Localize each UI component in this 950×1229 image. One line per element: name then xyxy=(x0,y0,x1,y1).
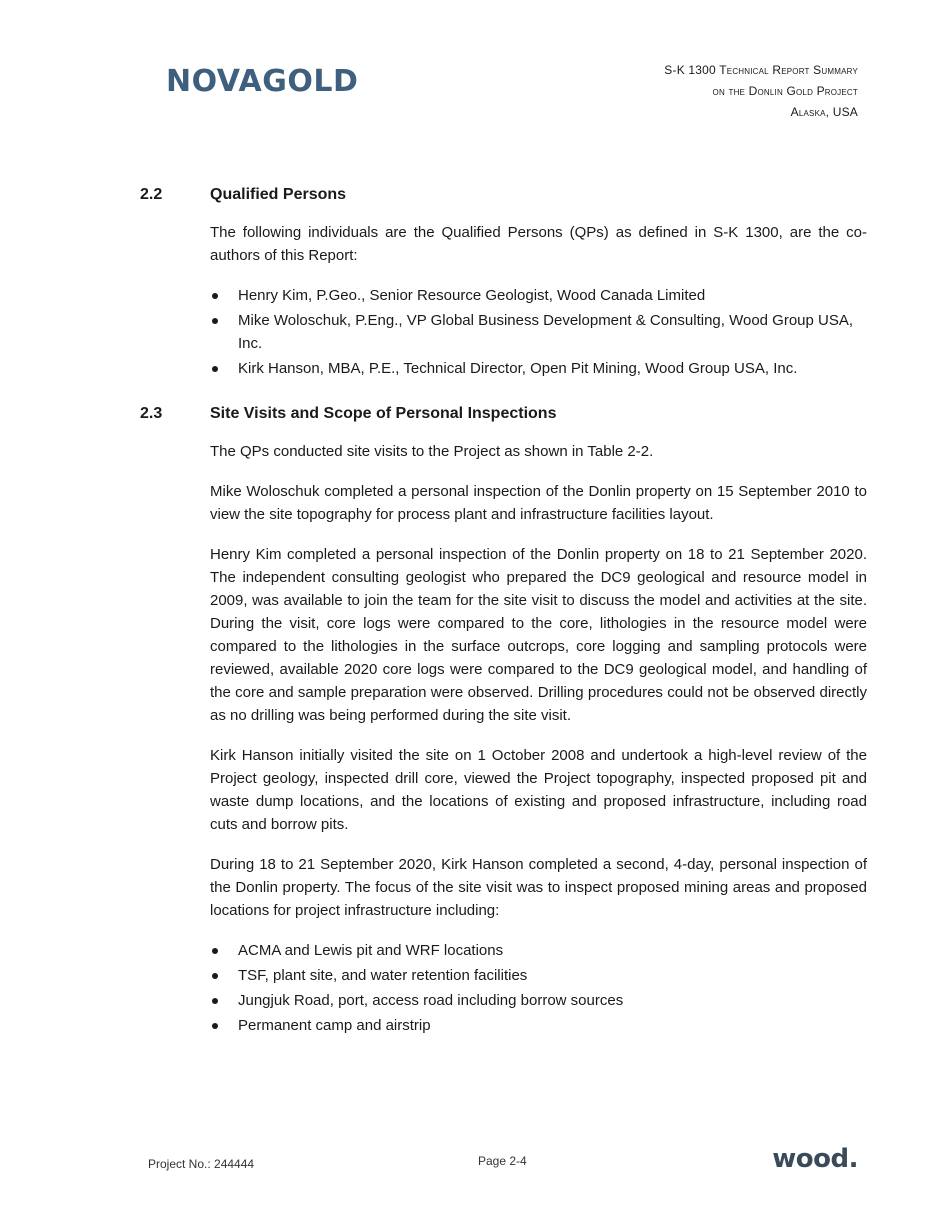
bullet-icon xyxy=(212,318,218,324)
paragraph: The following individuals are the Qualified Persons (QPs) as defined in S-K 1300, are the co-authors of this Report: xyxy=(210,224,867,264)
bullet-icon xyxy=(212,948,218,954)
inspection-areas-list xyxy=(210,939,867,1037)
wood-logo: wood. xyxy=(772,1144,858,1174)
list-item: Mike Woloschuk, P.Eng., VP Global Business Development & Consulting, Wood Group USA, Inc. xyxy=(210,309,867,355)
list-item: ACMA and Lewis pit and WRF locations xyxy=(210,939,867,962)
bullet-icon xyxy=(212,1023,218,1029)
page-footer xyxy=(0,1140,950,1180)
report-title xyxy=(664,60,858,123)
bullet-icon xyxy=(212,973,218,979)
list-item: Henry Kim, P.Geo., Senior Resource Geologist, Wood Canada Limited xyxy=(210,284,867,307)
section-number: 2.2 xyxy=(140,186,163,203)
list-item: Permanent camp and airstrip xyxy=(210,1014,867,1037)
report-title-line: Alaska, USA xyxy=(790,105,858,119)
paragraph: During 18 to 21 September 2020, Kirk Hanson completed a second, 4-day, personal inspection of the Donlin property. The focus of the site visit was to inspect proposed mining areas and proposed locations for project infrastructure including: xyxy=(210,856,867,919)
section-number: 2.3 xyxy=(140,405,163,422)
paragraph: Henry Kim completed a personal inspection of the Donlin property on 18 to 21 September 2020. The independent consulting geologist who prepared the DC9 geological and resource model in 2009, was available to join the team for the site visit to discuss the model and activities at the site. During the visit, core logs were compared to the core, lithologies in the resource model were compared to the lithologies in the surface outcrops, core logging and sampling protocols were reviewed, available 2020 core logs were compared to the DC9 geological model, and handling of the core and sample preparation were observed. Drilling procedures could not be observed directly as no drilling was being performed during the site visit. xyxy=(210,546,867,724)
page-number: Page 2-4 xyxy=(478,1154,527,1168)
list-item: TSF, plant site, and water retention facilities xyxy=(210,964,867,987)
section-heading xyxy=(140,402,867,426)
page-header xyxy=(0,0,950,140)
report-title-line: on the Donlin Gold Project xyxy=(712,84,858,98)
list-item: Kirk Hanson, MBA, P.E., Technical Director, Open Pit Mining, Wood Group USA, Inc. xyxy=(210,357,867,380)
paragraph: Kirk Hanson initially visited the site on 1 October 2008 and undertook a high-level review of the Project geology, inspected drill core, viewed the Project topography, inspected proposed pit and waste dump locations, and the locations of existing and proposed infrastructure, including road cuts and borrow pits. xyxy=(210,747,867,833)
report-title-line: S-K 1300 Technical Report Summary xyxy=(664,63,858,77)
bullet-icon xyxy=(212,998,218,1004)
section-title: Qualified Persons xyxy=(210,186,347,203)
list-item: Jungjuk Road, port, access road including borrow sources xyxy=(210,989,867,1012)
paragraph: The QPs conducted site visits to the Project as shown in Table 2-2. xyxy=(210,443,654,460)
section-title: Site Visits and Scope of Personal Inspections xyxy=(210,405,557,422)
document-body xyxy=(140,183,867,1039)
bullet-icon xyxy=(212,293,218,299)
novagold-logo: NOVAGOLD xyxy=(166,64,359,99)
section-heading xyxy=(140,183,867,207)
paragraph: Mike Woloschuk completed a personal inspection of the Donlin property on 15 September 2010 to view the site topography for process plant and infrastructure facilities layout. xyxy=(210,483,867,523)
project-number: Project No.: 244444 xyxy=(148,1157,255,1171)
qualified-persons-list xyxy=(210,284,867,380)
bullet-icon xyxy=(212,366,218,372)
